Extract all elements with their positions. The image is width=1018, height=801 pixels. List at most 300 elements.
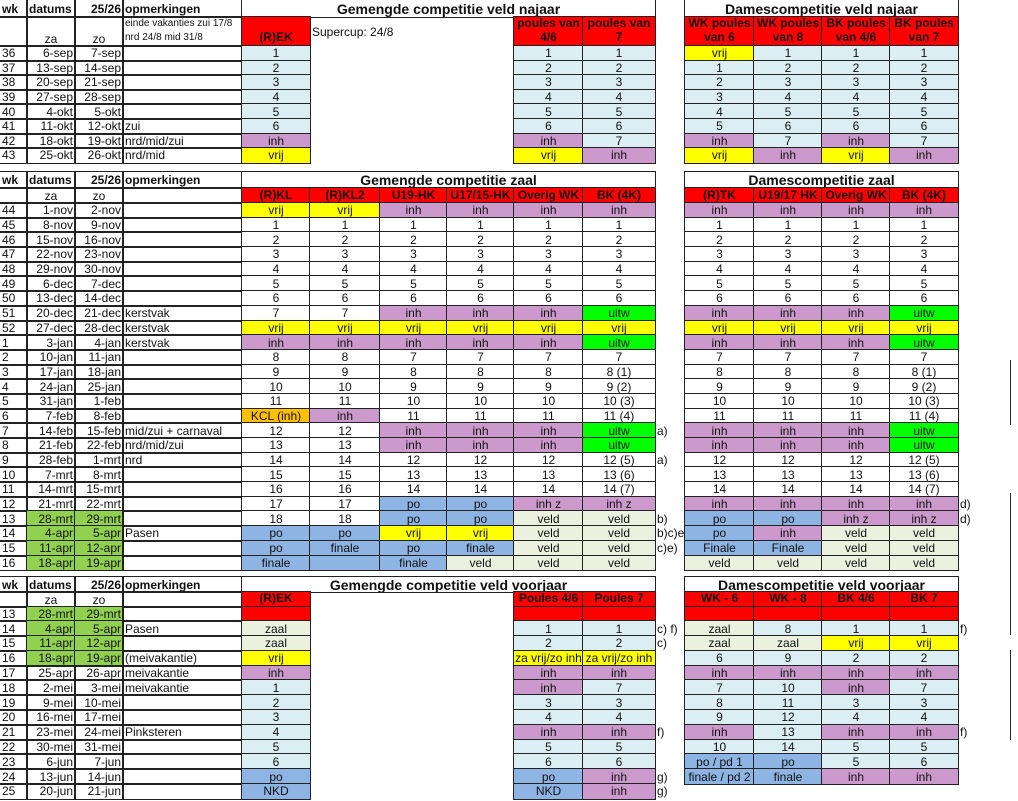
schedule-cell: 7	[822, 350, 890, 365]
table-row	[0, 350, 1018, 365]
date-saturday: 22-nov	[27, 247, 75, 262]
schedule-cell: 1	[514, 621, 583, 636]
empty-cell	[447, 769, 514, 784]
empty-cell	[958, 262, 1018, 277]
schedule-cell: inh	[822, 134, 890, 149]
column-header: (R)EK	[242, 17, 310, 46]
empty-cell	[447, 651, 514, 666]
schedule-cell: inh	[890, 203, 958, 218]
remark	[123, 262, 242, 277]
schedule-cell: inh	[754, 306, 822, 321]
date-sunday: 22-mrt	[75, 497, 123, 512]
schedule-cell: 9	[822, 379, 890, 394]
schedule-cell: 8 (1)	[583, 365, 655, 380]
empty-cell	[958, 651, 1018, 666]
schedule-cell: 5	[685, 276, 754, 291]
schedule-cell: inh	[822, 306, 890, 321]
schedule-cell: 1	[447, 218, 514, 233]
schedule-cell: vrij	[310, 321, 380, 336]
schedule-cell: inh	[822, 666, 890, 681]
schedule-cell: 13 (6)	[583, 467, 655, 482]
remark	[123, 710, 242, 725]
schedule-cell: inh	[514, 306, 583, 321]
schedule-cell: 14 (7)	[890, 482, 958, 497]
schedule-cell: 2	[754, 61, 822, 76]
schedule-cell: 9 (2)	[583, 379, 655, 394]
remark	[123, 104, 242, 119]
footnote-ref: g)	[657, 784, 668, 799]
empty-cell	[655, 666, 685, 681]
table-row	[0, 365, 1018, 380]
footnote-ref: g)	[657, 769, 668, 784]
schedule-cell: 8	[514, 365, 583, 380]
empty-cell	[655, 482, 685, 497]
column-header: BK (4K)	[890, 188, 958, 203]
schedule-cell: 7	[514, 350, 583, 365]
schedule-cell: 7	[890, 350, 958, 365]
date-sunday: 5-apr	[75, 526, 123, 541]
date-sunday: 3-mei	[75, 680, 123, 695]
empty-cell	[655, 379, 685, 394]
datums-header: datums	[27, 577, 75, 592]
schedule-cell: 2	[380, 232, 447, 247]
dames-section-title: Damescompetitie zaal	[685, 172, 958, 188]
schedule-cell: veld	[822, 541, 890, 556]
date-saturday: 4-apr	[27, 621, 75, 636]
schedule-cell: 5	[822, 740, 890, 755]
empty-cell	[655, 188, 685, 203]
empty-cell	[447, 621, 514, 636]
date-sunday: 12-apr	[75, 636, 123, 651]
empty-cell	[655, 90, 685, 105]
empty-cell	[655, 148, 685, 163]
table-row	[0, 262, 1018, 277]
remark: nrd/mid/zui	[123, 134, 242, 149]
date-sunday: 25-jan	[75, 379, 123, 394]
schedule-cell: po	[685, 511, 754, 526]
schedule-cell: po	[447, 511, 514, 526]
schedule-cell: 2	[514, 61, 583, 76]
footnote-ref: d)	[960, 511, 971, 526]
column-header: (R)TK	[685, 188, 754, 203]
schedule-cell: finale	[380, 556, 447, 571]
empty-cell	[380, 651, 447, 666]
schedule-cell: vrij	[685, 321, 754, 336]
schedule-cell: inh	[583, 784, 655, 799]
schedule-cell: po	[685, 526, 754, 541]
week-number: 41	[0, 119, 27, 134]
section-veld-najaar	[0, 0, 1018, 163]
remark: nrd/mid	[123, 148, 242, 163]
schedule-cell: 4	[242, 262, 310, 277]
empty-cell	[310, 710, 380, 725]
date-sunday: 19-apr	[75, 651, 123, 666]
table-row	[0, 467, 1018, 482]
schedule-cell	[514, 607, 583, 622]
column-header: U19/17 HK	[754, 188, 822, 203]
empty-cell	[310, 592, 380, 607]
datums-header: datums	[27, 0, 75, 17]
schedule-cell: 1	[583, 218, 655, 233]
schedule-cell	[754, 607, 822, 622]
schedule-cell: 4	[822, 262, 890, 277]
column-gap	[655, 577, 685, 592]
schedule-cell: 8	[242, 350, 310, 365]
empty-cell	[655, 203, 685, 218]
week-number: 46	[0, 232, 27, 247]
date-sunday: 21-sep	[75, 75, 123, 90]
schedule-cell: po	[242, 541, 310, 556]
subheader-cell: za	[27, 592, 75, 607]
date-saturday: 18-apr	[27, 556, 75, 571]
footnote-ref: f)	[657, 725, 665, 740]
remark: meivakantie	[123, 666, 242, 681]
schedule-cell: 4	[583, 262, 655, 277]
season-header: 25/26	[75, 577, 123, 592]
footnote-ref: c)	[657, 636, 667, 651]
date-sunday: 8-mrt	[75, 467, 123, 482]
empty-cell	[447, 636, 514, 651]
schedule-cell: 7	[447, 350, 514, 365]
schedule-cell: 6	[242, 754, 310, 769]
schedule-cell: 3	[310, 247, 380, 262]
empty-cell	[447, 680, 514, 695]
schedule-cell: inh	[685, 306, 754, 321]
schedule-cell: 7	[583, 350, 655, 365]
date-saturday: 24-jan	[27, 379, 75, 394]
date-saturday: 18-okt	[27, 134, 75, 149]
remark: Pasen	[123, 621, 242, 636]
empty-cell	[447, 725, 514, 740]
schedule-cell: po	[242, 526, 310, 541]
date-sunday: 23-nov	[75, 247, 123, 262]
remark	[123, 740, 242, 755]
schedule-cell: za vrij/zo inh	[583, 651, 655, 666]
schedule-cell: 10	[754, 394, 822, 409]
date-saturday: 13-dec	[27, 291, 75, 306]
column-header: Poules 4/6	[514, 592, 583, 607]
schedule-cell: po	[754, 511, 822, 526]
week-number: 2	[0, 350, 27, 365]
table-row	[0, 321, 1018, 336]
empty-cell	[380, 134, 447, 149]
section-title: Gemengde competitie veld najaar	[242, 0, 655, 17]
empty-cell	[380, 636, 447, 651]
schedule-cell: inh	[514, 725, 583, 740]
schedule-cell: finale	[754, 769, 822, 784]
schedule-cell: vrij	[822, 148, 890, 163]
schedule-cell: 14	[685, 482, 754, 497]
week-number: 20	[0, 710, 27, 725]
schedule-cell: 8	[685, 695, 754, 710]
remark	[123, 695, 242, 710]
empty-cell	[958, 754, 1018, 769]
empty-cell	[655, 651, 685, 666]
schedule-cell: inh	[380, 438, 447, 453]
remark: zui	[123, 119, 242, 134]
schedule-cell: 3	[242, 247, 310, 262]
schedule-cell: 13	[754, 725, 822, 740]
table-row	[0, 607, 1018, 622]
footnote-ref: d)	[960, 497, 971, 512]
schedule-cell: 1	[514, 218, 583, 233]
remark	[123, 769, 242, 784]
remarks-header: opmerkingen	[123, 0, 242, 17]
schedule-cell: 1	[822, 218, 890, 233]
week-number: 21	[0, 725, 27, 740]
schedule-cell: inh	[890, 666, 958, 681]
date-saturday: 20-jun	[27, 784, 75, 799]
empty-cell	[380, 754, 447, 769]
schedule-cell: inh	[380, 203, 447, 218]
week-number: 25	[0, 784, 27, 799]
schedule-cell: veld	[514, 511, 583, 526]
schedule-cell: 5	[754, 276, 822, 291]
date-saturday: 6-sep	[27, 46, 75, 61]
schedule-cell: vrij	[242, 321, 310, 336]
schedule-cell: finale	[447, 541, 514, 556]
schedule-cell: inh	[754, 203, 822, 218]
schedule-cell: 14	[310, 453, 380, 468]
empty-cell	[958, 75, 1018, 90]
schedule-cell: 4	[514, 262, 583, 277]
date-sunday: 9-nov	[75, 218, 123, 233]
margin-divider	[1010, 493, 1011, 635]
schedule-cell: inh	[583, 666, 655, 681]
date-saturday: 14-feb	[27, 423, 75, 438]
schedule-cell: 2	[514, 636, 583, 651]
table-row	[0, 666, 1018, 681]
wk-header: wk	[0, 172, 27, 188]
schedule-cell: 4	[822, 90, 890, 105]
empty-cell	[310, 695, 380, 710]
week-number: 49	[0, 276, 27, 291]
empty-cell	[958, 335, 1018, 350]
schedule-cell: inh	[754, 497, 822, 512]
empty-cell	[655, 607, 685, 622]
date-saturday: 16-mei	[27, 710, 75, 725]
schedule-cell: uitw	[890, 306, 958, 321]
schedule-cell: 7	[380, 350, 447, 365]
schedule-cell: 9 (2)	[890, 379, 958, 394]
schedule-cell: inh	[514, 423, 583, 438]
schedule-cell: inh	[514, 335, 583, 350]
schedule-cell: zaal	[754, 636, 822, 651]
date-saturday: 14-mrt	[27, 482, 75, 497]
schedule-cell: inh	[822, 680, 890, 695]
schedule-cell: 14	[754, 482, 822, 497]
schedule-cell: 12 (5)	[583, 453, 655, 468]
schedule-cell	[685, 607, 754, 622]
week-number: 13	[0, 511, 27, 526]
schedule-cell: po	[514, 769, 583, 784]
schedule-cell: 2	[890, 61, 958, 76]
schedule-cell: 14	[822, 482, 890, 497]
week-number: 19	[0, 695, 27, 710]
schedule-cell: 10	[242, 379, 310, 394]
empty-cell	[958, 306, 1018, 321]
date-sunday: 29-mrt	[75, 511, 123, 526]
date-saturday: 28-mrt	[27, 511, 75, 526]
empty-cell	[958, 291, 1018, 306]
empty-cell	[380, 680, 447, 695]
schedule-cell: 10	[822, 394, 890, 409]
schedule-cell: 12	[514, 453, 583, 468]
empty-cell	[822, 784, 890, 799]
schedule-cell: uitw	[890, 423, 958, 438]
week-number: 39	[0, 90, 27, 105]
schedule-cell: inh	[310, 335, 380, 350]
empty-cell	[655, 556, 685, 571]
schedule-cell: 4	[754, 90, 822, 105]
schedule-cell: 10	[685, 394, 754, 409]
empty-cell	[655, 438, 685, 453]
date-sunday: 11-jan	[75, 350, 123, 365]
empty-cell	[958, 607, 1018, 622]
date-sunday: 5-okt	[75, 104, 123, 119]
date-saturday: 30-mei	[27, 740, 75, 755]
schedule-cell: 12	[242, 423, 310, 438]
empty-cell	[958, 769, 1018, 784]
table-row	[0, 541, 1018, 556]
date-saturday: 18-apr	[27, 651, 75, 666]
schedule-cell: 6	[583, 291, 655, 306]
empty-cell	[958, 438, 1018, 453]
week-number: 47	[0, 247, 27, 262]
schedule-cell: inh	[822, 769, 890, 784]
schedule-cell: 1	[685, 218, 754, 233]
wk-header: wk	[0, 0, 27, 17]
datums-header: datums	[27, 172, 75, 188]
column-header: Overig WK	[822, 188, 890, 203]
schedule-cell: 3	[514, 75, 583, 90]
footnote-ref: b)	[657, 511, 668, 526]
schedule-cell: 2	[822, 61, 890, 76]
schedule-cell: zaal	[242, 621, 310, 636]
column-header: BK poules van 4/6	[822, 17, 890, 46]
schedule-cell: 1	[583, 621, 655, 636]
empty-cell	[958, 409, 1018, 424]
table-row	[0, 511, 1018, 526]
week-number: 22	[0, 740, 27, 755]
empty-cell	[310, 119, 380, 134]
remark: kerstvak	[123, 321, 242, 336]
week-number: 16	[0, 556, 27, 571]
schedule-cell: veld	[754, 556, 822, 571]
remark	[123, 556, 242, 571]
table-row	[0, 784, 1018, 799]
schedule-cell: 13	[310, 438, 380, 453]
schedule-cell: 4	[685, 104, 754, 119]
schedule-cell: veld	[583, 541, 655, 556]
empty-cell	[958, 784, 1018, 799]
schedule-cell: inh	[447, 203, 514, 218]
column-header-row	[0, 592, 1018, 607]
section-zaal	[0, 172, 1018, 570]
week-number: 43	[0, 148, 27, 163]
schedule-cell: 3	[754, 247, 822, 262]
table-row	[0, 409, 1018, 424]
schedule-cell: inh	[822, 335, 890, 350]
date-saturday: 23-mei	[27, 725, 75, 740]
schedule-cell: 8	[754, 621, 822, 636]
schedule-cell: inh	[822, 438, 890, 453]
schedule-cell: finale	[242, 556, 310, 571]
week-number: 11	[0, 482, 27, 497]
schedule-cell: 12	[754, 710, 822, 725]
schedule-cell: 7	[754, 350, 822, 365]
date-sunday: 17-mei	[75, 710, 123, 725]
date-sunday: 24-mei	[75, 725, 123, 740]
column-header: BK (4K)	[583, 188, 655, 203]
schedule-cell: 3	[583, 75, 655, 90]
empty-cell	[310, 680, 380, 695]
schedule-cell: 14	[242, 453, 310, 468]
schedule-cell: inh	[754, 526, 822, 541]
date-sunday: 18-jan	[75, 365, 123, 380]
remark	[123, 482, 242, 497]
schedule-cell: veld	[514, 556, 583, 571]
empty-cell	[958, 46, 1018, 61]
empty-cell	[447, 740, 514, 755]
schedule-cell: inh	[514, 438, 583, 453]
schedule-cell: veld	[890, 556, 958, 571]
date-sunday: 1-feb	[75, 394, 123, 409]
date-sunday: 1-mrt	[75, 453, 123, 468]
date-sunday: 26-okt	[75, 148, 123, 163]
empty-cell	[447, 607, 514, 622]
empty-cell	[310, 75, 380, 90]
date-sunday: 26-apr	[75, 666, 123, 681]
empty-cell	[958, 710, 1018, 725]
empty-cell	[958, 365, 1018, 380]
schedule-cell: 6	[514, 291, 583, 306]
schedule-cell: veld	[514, 526, 583, 541]
schedule-cell: 2	[685, 232, 754, 247]
schedule-cell: 11 (4)	[890, 409, 958, 424]
empty-cell	[655, 306, 685, 321]
week-number: 9	[0, 453, 27, 468]
table-row	[0, 119, 1018, 134]
schedule-cell: 5	[583, 276, 655, 291]
schedule-cell: 6	[685, 651, 754, 666]
empty-cell	[958, 423, 1018, 438]
empty-cell	[655, 134, 685, 149]
empty-cell	[958, 541, 1018, 556]
season-header: 25/26	[75, 172, 123, 188]
schedule-cell: vrij	[583, 321, 655, 336]
footnote-ref: c)e)	[657, 541, 678, 556]
schedule-cell: 5	[242, 276, 310, 291]
remark	[123, 232, 242, 247]
schedule-cell: vrij	[380, 321, 447, 336]
table-row	[0, 482, 1018, 497]
subheader-cell	[123, 592, 242, 607]
schedule-cell: inh	[685, 438, 754, 453]
column-header: poules van 4/6	[514, 17, 583, 46]
table-row	[0, 754, 1018, 769]
schedule-cell: po	[447, 497, 514, 512]
schedule-cell: veld	[514, 541, 583, 556]
schedule-cell: 9	[447, 379, 514, 394]
footnote-ref: f)	[960, 725, 968, 740]
empty-cell	[655, 46, 685, 61]
schedule-cell: po	[380, 541, 447, 556]
schedule-cell: vrij	[242, 651, 310, 666]
schedule-cell: inh	[822, 203, 890, 218]
remark	[123, 46, 242, 61]
date-sunday: 7-dec	[75, 276, 123, 291]
